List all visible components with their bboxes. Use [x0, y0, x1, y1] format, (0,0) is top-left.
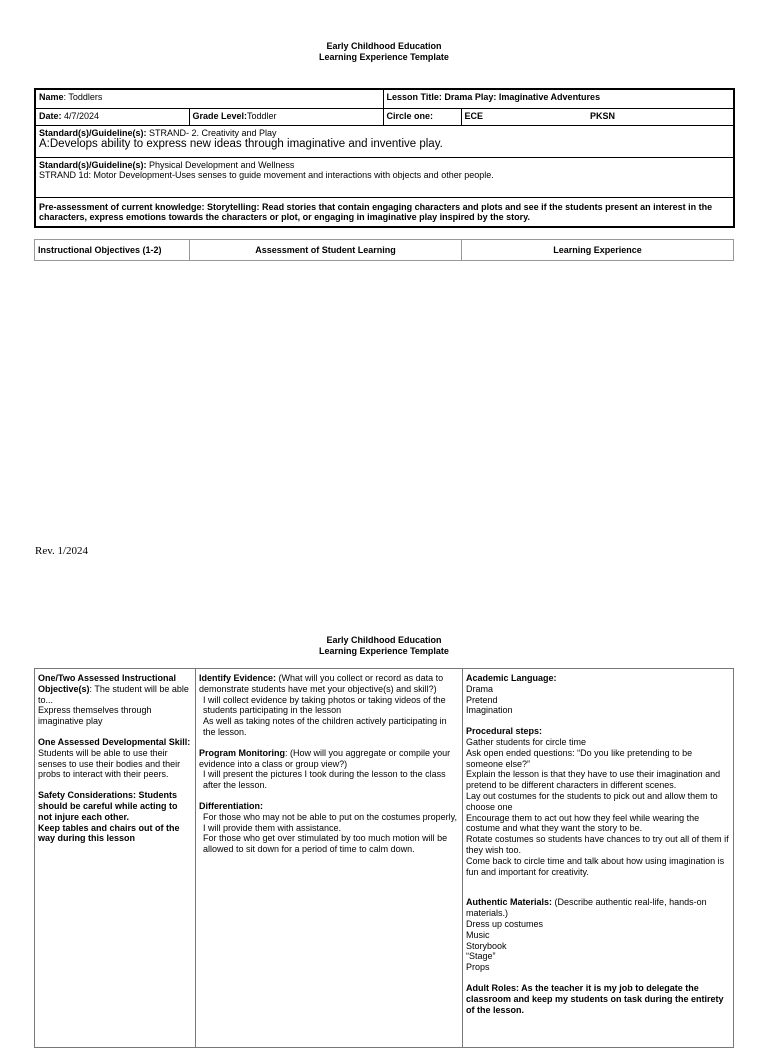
- standard2-label: Standard(s)/Guideline(s):: [39, 159, 147, 170]
- page2-header-line2: Learning Experience Template: [319, 646, 449, 656]
- evidence-2: As well as taking notes of the children actively participating in the lesson.: [203, 716, 447, 737]
- safety-label: Safety Considerations: Students should be careful while acting to not injure each other.: [38, 790, 178, 822]
- procedural-step: Encourage them to act out how they feel while wearing the costume and what they want the story to be.: [466, 812, 700, 834]
- preassessment: Pre-assessment of current knowledge: Storytelling: Read stories that contain engaging characters and plots and see if the students present an interest in the characters, express emotions towards the characters or plot, or engaging in imaginative play inspired by the story.: [35, 197, 734, 227]
- material-item: “Stage”: [466, 951, 496, 962]
- objective-label: One/Two Assessed Instructional Objective(s): [38, 673, 177, 694]
- monitoring-1: I will present the pictures I took during the lesson to the class after the lesson.: [203, 769, 446, 791]
- procedural-step: Gather students for circle time: [466, 736, 587, 747]
- grade-label: Grade Level:: [192, 110, 248, 121]
- dev-skill-label: One Assessed Developmental Skill:: [38, 736, 191, 747]
- objective-prompt: : The student will be able to...: [38, 683, 189, 705]
- lesson-title: Lesson Title: Drama Play: Imaginative Adventures: [383, 89, 734, 108]
- dev-skill-text: Students will be able to use their senses to use their bodies and their probs to interact with their peers.: [38, 747, 181, 780]
- name-label: Name: [39, 92, 64, 102]
- standard2-detail: STRAND 1d: Motor Development-Uses senses to guide movement and interactions with objects and other people.: [39, 170, 494, 181]
- col-header-objectives: Instructional Objectives (1-2): [35, 240, 190, 261]
- materials-prompt: (Describe authentic real-life, hands-on materials.): [466, 897, 707, 919]
- differentiation-1: For those who may not be able to put on the costumes properly, I will provide them with assistance.: [203, 811, 457, 833]
- evidence-label: Identify Evidence:: [199, 673, 277, 683]
- grade-cell: [189, 108, 383, 125]
- date-value: 4/7/2024: [61, 110, 100, 121]
- procedural-step: Explain the lesson is that they have to use their imagination and pretend to be different characters in different scenes.: [466, 769, 721, 791]
- page1-header-line2: Learning Experience Template: [319, 52, 449, 62]
- page1-header: [0, 41, 768, 63]
- monitoring-label: Program Monitoring: [199, 747, 285, 758]
- standard2-value: Physical Development and Wellness: [146, 159, 295, 170]
- page1-info-table: [34, 88, 735, 228]
- material-item: Music: [466, 929, 490, 940]
- circle-option-ece: ECE: [461, 108, 545, 125]
- standard1-label: Standard(s)/Guideline(s):: [39, 127, 147, 138]
- standard1-detail: A:Develops ability to express new ideas through imaginative and inventive play.: [39, 138, 443, 151]
- col-header-learning-experience: Learning Experience: [462, 240, 734, 261]
- differentiation-2: For those who get over stimulated by too much motion will be allowed to sit down for a period of time to calm down.: [203, 833, 448, 855]
- date-cell: [35, 108, 189, 125]
- adult-roles: Adult Roles: As the teacher it is my job to delegate the classroom and keep my students on task during the entirety of the lesson.: [466, 982, 724, 1015]
- name-cell: [35, 89, 383, 108]
- grade-value: Toddler: [247, 110, 277, 121]
- page2-header-line1: Early Childhood Education: [326, 635, 442, 645]
- date-label: Date:: [39, 110, 62, 121]
- monitoring-prompt: : (How will you aggregate or compile your evidence into a class or group view?): [199, 747, 451, 769]
- page1-columns-table: [34, 239, 734, 261]
- academic-term: Drama: [466, 683, 494, 694]
- procedural-step: Lay out costumes for the students to pick out and allow them to choose one: [466, 790, 718, 812]
- safety-text: Keep tables and chairs out of the way during this lesson: [38, 822, 180, 844]
- objectives-column: [35, 669, 196, 1048]
- learning-experience-column: [463, 669, 734, 1048]
- objective-text: Express themselves through imaginative play: [38, 705, 152, 727]
- page2-plan-table: [34, 668, 734, 1048]
- academic-term: Imagination: [466, 705, 513, 716]
- academic-term: Pretend: [466, 694, 498, 705]
- differentiation-label: Differentiation:: [199, 800, 263, 811]
- evidence-1: I will collect evidence by taking photos or taking videos of the students participating in the lesson: [203, 694, 446, 716]
- procedural-steps-label: Procedural steps:: [466, 726, 543, 737]
- revision-note: Rev. 1/2024: [35, 545, 89, 557]
- material-item: Props: [466, 962, 490, 973]
- evidence-prompt: (What will you collect or record as data to demonstrate students have met your objective(s) and skill?): [199, 673, 444, 694]
- col-header-assessment: Assessment of Student Learning: [190, 240, 462, 261]
- circle-option-pksn: PKSN: [545, 108, 734, 125]
- assessment-column: [196, 669, 463, 1048]
- standard-1: [35, 125, 734, 157]
- standard-2: [35, 157, 734, 197]
- circle-label: Circle one:: [383, 108, 461, 125]
- procedural-step: Ask open ended questions: “Do you like pretending to be someone else?”: [466, 747, 693, 769]
- standard1-value: STRAND- 2. Creativity and Play: [146, 127, 277, 138]
- page1-header-line1: Early Childhood Education: [326, 41, 442, 51]
- material-item: Dress up costumes: [466, 918, 544, 929]
- materials-label: Authentic Materials:: [466, 897, 553, 908]
- page2-header: [0, 635, 768, 657]
- procedural-step: Rotate costumes so students have chances to try out all of them if they wish too.: [466, 834, 729, 855]
- name-value: : Toddlers: [63, 92, 103, 102]
- material-item: Storybook: [466, 940, 507, 951]
- procedural-step: Come back to circle time and talk about how using imagination is fun and important for creativity.: [466, 855, 725, 877]
- academic-language-label: Academic Language:: [466, 673, 557, 683]
